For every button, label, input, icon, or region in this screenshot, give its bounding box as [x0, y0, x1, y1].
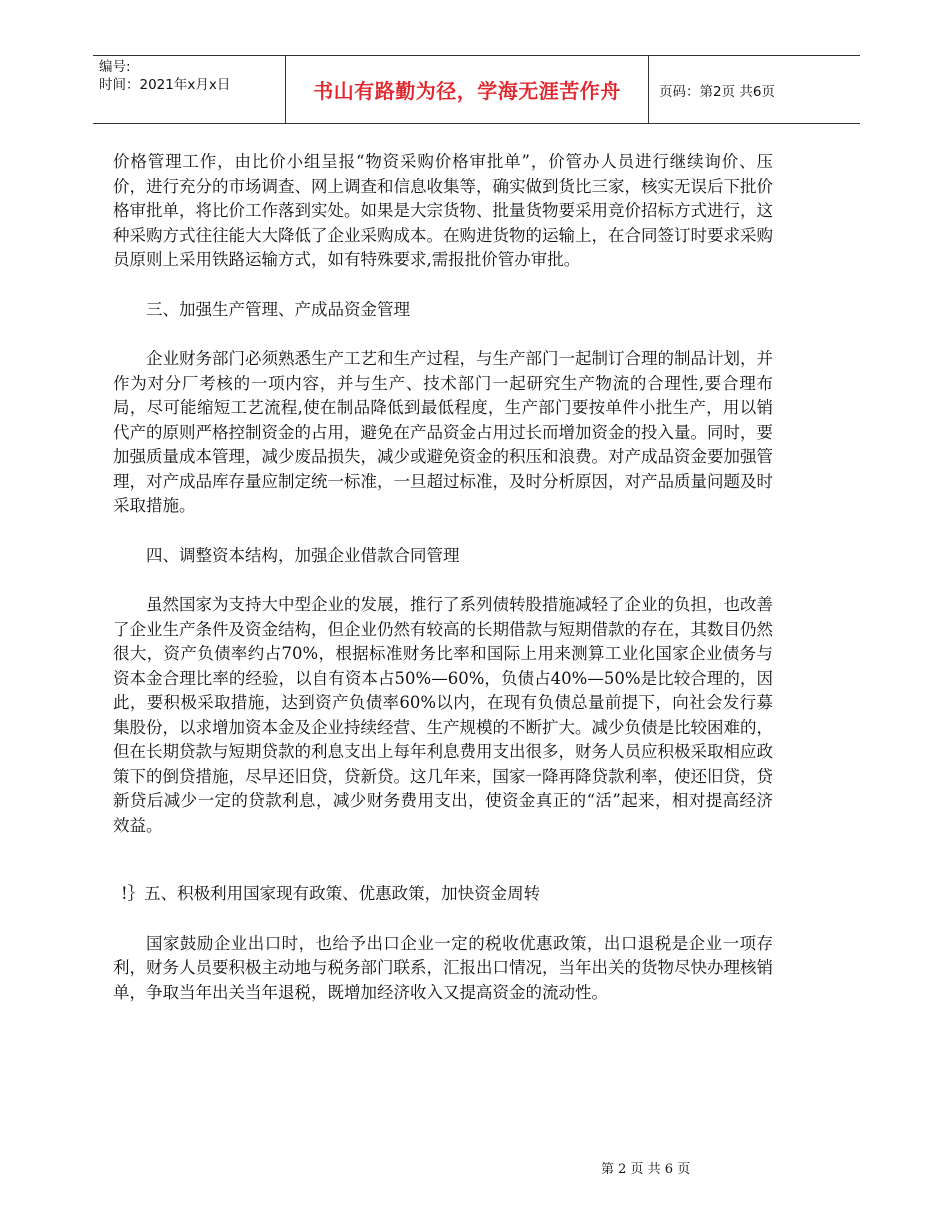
motto: 书山有路勤为径，学海无涯苦作舟 — [313, 79, 621, 103]
page-footer: 第 2 页 共 6 页 — [601, 1162, 691, 1177]
header-meta — [99, 58, 230, 94]
document-body — [113, 150, 773, 1005]
section-heading-5: !｝五、积极利用国家现有政策、优惠政策，加快资金周转 — [121, 884, 541, 903]
paragraph-production-management: 企业财务部门必须熟悉生产工艺和生产过程，与生产部门一起制订合理的制品计划，并作为对分厂考核的一项内容，并与生产、技术部门一起研究生产物流的合理性,要合理布局，尽可能缩短工艺流程,使在制品降低到最低程度，生产部门要按单件小批生产，用以销代产的原则严格控制资金的占用，避免在产品资金占用过长而增加资金的投入量。同时，要加强质量成本管理，减少废品损失，减少或避免资金的积压和浪费。对产成品资金要加强管理，对产成品库存量应制定统一标准，一旦超过标准，及时分析原因，对产品质量问题及时采取措施。 — [113, 349, 773, 515]
time-label: 时间：2021年x月x日 — [99, 77, 231, 93]
paragraph-export-policy: 国家鼓励企业出口时，也给予出口企业一定的税收优惠政策，出口退税是企业一项存利，财务人员要积极主动地与税务部门联系，汇报出口情况，当年出关的货物尽快办理核销单，争取当年出关当年退税，既增加经济收入又提高资金的流动性。 — [113, 933, 773, 1002]
section-heading-3: 三、加强生产管理、产成品资金管理 — [146, 299, 410, 319]
paragraph-price-management: 价格管理工作，由比价小组呈报“物资采购价格审批单”，价管办人员进行继续询价、压价，进行充分的市场调查、网上调查和信息收集等，确实做到货比三家，核实无误后下批价格审批单，将比价工作落到实处。如果是大宗货物、批量货物要采用竞价招标方式进行，这种采购方式往往能大大降低了企业采购成本。在购进货物的运输上，在合同签订时要求采购员原则上采用铁路运输方式，如有特殊要求,需报批价管办审批。 — [113, 152, 773, 269]
header-motto-cell — [285, 56, 649, 123]
header-page-label: 页码：第2页 共6页 — [659, 84, 775, 100]
page-header — [93, 55, 860, 124]
section-heading-4: 四、调整资本结构，加强企业借款合同管理 — [146, 545, 460, 565]
number-label: 编号: — [99, 59, 131, 75]
paragraph-capital-structure: 虽然国家为支持大中型企业的发展，推行了系列债转股措施减轻了企业的负担，也改善了企业生产条件及资金结构，但企业仍然有较高的长期借款与短期借款的存在，其数目仍然很大，资产负债率约占70%，根据标准财务比率和国际上用来测算工业化国家企业债务与资本金合理比率的经验，以自有资本占50%—60%，负债占40%—50%是比较合理的，因此，要积极采取措施，达到资产负债率60%以内，在现有负债总量前提下，向社会发行募集股份，以求增加资本金及企业持续经营、生产规模的不断扩大。减少负债是比较困难的，但在长期贷款与短期贷款的利息支出上每年利息费用支出很多，财务人员应积极采取相应政策下的倒贷措施，尽早还旧贷，贷新贷。这几年来，国家一降再降贷款利率，使还旧贷，贷新贷后减少一定的贷款利息，减少财务费用支出，使资金真正的“活”起来，相对提高经济效益。 — [113, 595, 773, 835]
